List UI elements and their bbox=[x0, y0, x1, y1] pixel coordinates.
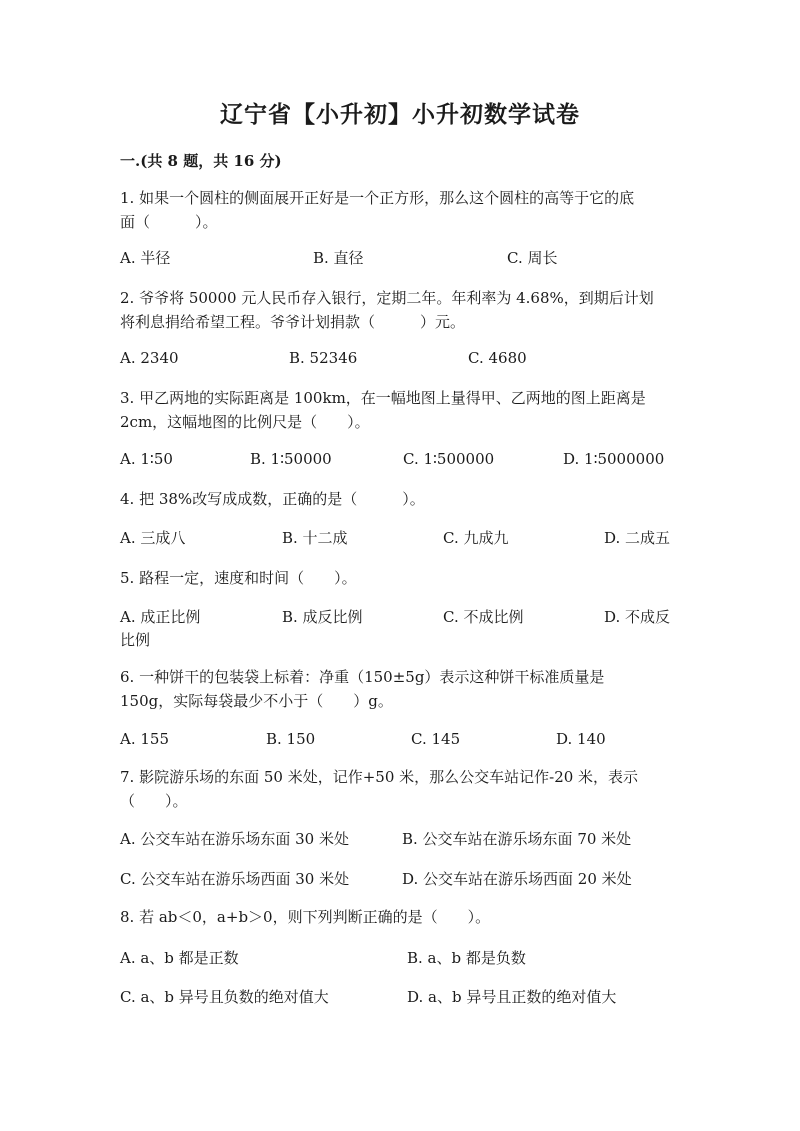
question-3 bbox=[120, 386, 680, 434]
option-a: A. 三成八 bbox=[120, 529, 186, 547]
option-d: D. 不成反 bbox=[604, 608, 671, 626]
option-d: D. 二成五 bbox=[604, 529, 671, 547]
section-heading: 一.(共 8 题，共 16 分) bbox=[120, 152, 282, 170]
question-text: 6. 一种饼干的包装袋上标着：净重（150±5g）表示这种饼干标准质量是 bbox=[120, 668, 605, 686]
question-text: 3. 甲乙两地的实际距离是 100km，在一幅地图上量得甲、乙两地的图上距离是 bbox=[120, 389, 646, 407]
question-text: （ ）。 bbox=[120, 792, 188, 810]
option-d-continued: 比例 bbox=[120, 631, 151, 649]
option-b: B. 直径 bbox=[313, 249, 364, 267]
question-text: 8. 若 ab＜0，a+b＞0，则下列判断正确的是（ ）。 bbox=[120, 908, 491, 926]
question-2 bbox=[120, 286, 680, 334]
option-d: D. 公交车站在游乐场西面 20 米处 bbox=[402, 870, 632, 888]
question-1 bbox=[120, 186, 680, 234]
option-c: C. 1∶500000 bbox=[403, 450, 495, 468]
question-text: 5. 路程一定，速度和时间（ ）。 bbox=[120, 569, 357, 587]
option-c: C. 九成九 bbox=[443, 529, 509, 547]
question-8 bbox=[120, 905, 680, 929]
question-7 bbox=[120, 765, 680, 813]
option-b: B. 成反比例 bbox=[282, 608, 363, 626]
question-text: 2. 爷爷将 50000 元人民币存入银行，定期二年。年利率为 4.68%，到期后计划 bbox=[120, 289, 654, 307]
option-c: C. 周长 bbox=[507, 249, 558, 267]
option-a: A. a、b 都是正数 bbox=[120, 949, 239, 967]
option-b: B. a、b 都是负数 bbox=[407, 949, 526, 967]
option-b: B. 150 bbox=[266, 730, 316, 748]
question-5 bbox=[120, 566, 680, 590]
question-text: 面（ ）。 bbox=[120, 213, 218, 231]
option-d: D. 1∶5000000 bbox=[563, 450, 665, 468]
option-a: A. 成正比例 bbox=[120, 608, 201, 626]
option-a: A. 1∶50 bbox=[120, 450, 173, 468]
option-b: B. 52346 bbox=[289, 349, 358, 367]
option-c: C. 4680 bbox=[468, 349, 527, 367]
option-b: B. 1∶50000 bbox=[250, 450, 332, 468]
question-text: 将利息捐给希望工程。爷爷计划捐款（ ）元。 bbox=[120, 313, 466, 331]
question-text: 4. 把 38%改写成成数，正确的是（ ）。 bbox=[120, 490, 425, 508]
option-d: D. 140 bbox=[556, 730, 606, 748]
page-title: 辽宁省【小升初】小升初数学试卷 bbox=[220, 101, 580, 128]
question-text: 150g，实际每袋最少不小于（ ）g。 bbox=[120, 692, 393, 710]
question-text: 2cm，这幅地图的比例尺是（ ）。 bbox=[120, 413, 370, 431]
option-b: B. 十二成 bbox=[282, 529, 348, 547]
question-4 bbox=[120, 487, 680, 511]
option-a: A. 2340 bbox=[120, 349, 179, 367]
question-6 bbox=[120, 665, 680, 713]
question-text: 1. 如果一个圆柱的侧面展开正好是一个正方形，那么这个圆柱的高等于它的底 bbox=[120, 189, 635, 207]
option-c: C. 公交车站在游乐场西面 30 米处 bbox=[120, 870, 350, 888]
option-a: A. 公交车站在游乐场东面 30 米处 bbox=[120, 830, 349, 848]
question-text: 7. 影院游乐场的东面 50 米处，记作+50 米，那么公交车站记作-20 米，表示 bbox=[120, 768, 639, 786]
option-c: C. 不成比例 bbox=[443, 608, 524, 626]
option-c: C. a、b 异号且负数的绝对值大 bbox=[120, 988, 329, 1006]
option-a: A. 半径 bbox=[120, 249, 171, 267]
option-b: B. 公交车站在游乐场东面 70 米处 bbox=[402, 830, 632, 848]
option-a: A. 155 bbox=[120, 730, 169, 748]
option-d: D. a、b 异号且正数的绝对值大 bbox=[407, 988, 617, 1006]
option-c: C. 145 bbox=[411, 730, 461, 748]
